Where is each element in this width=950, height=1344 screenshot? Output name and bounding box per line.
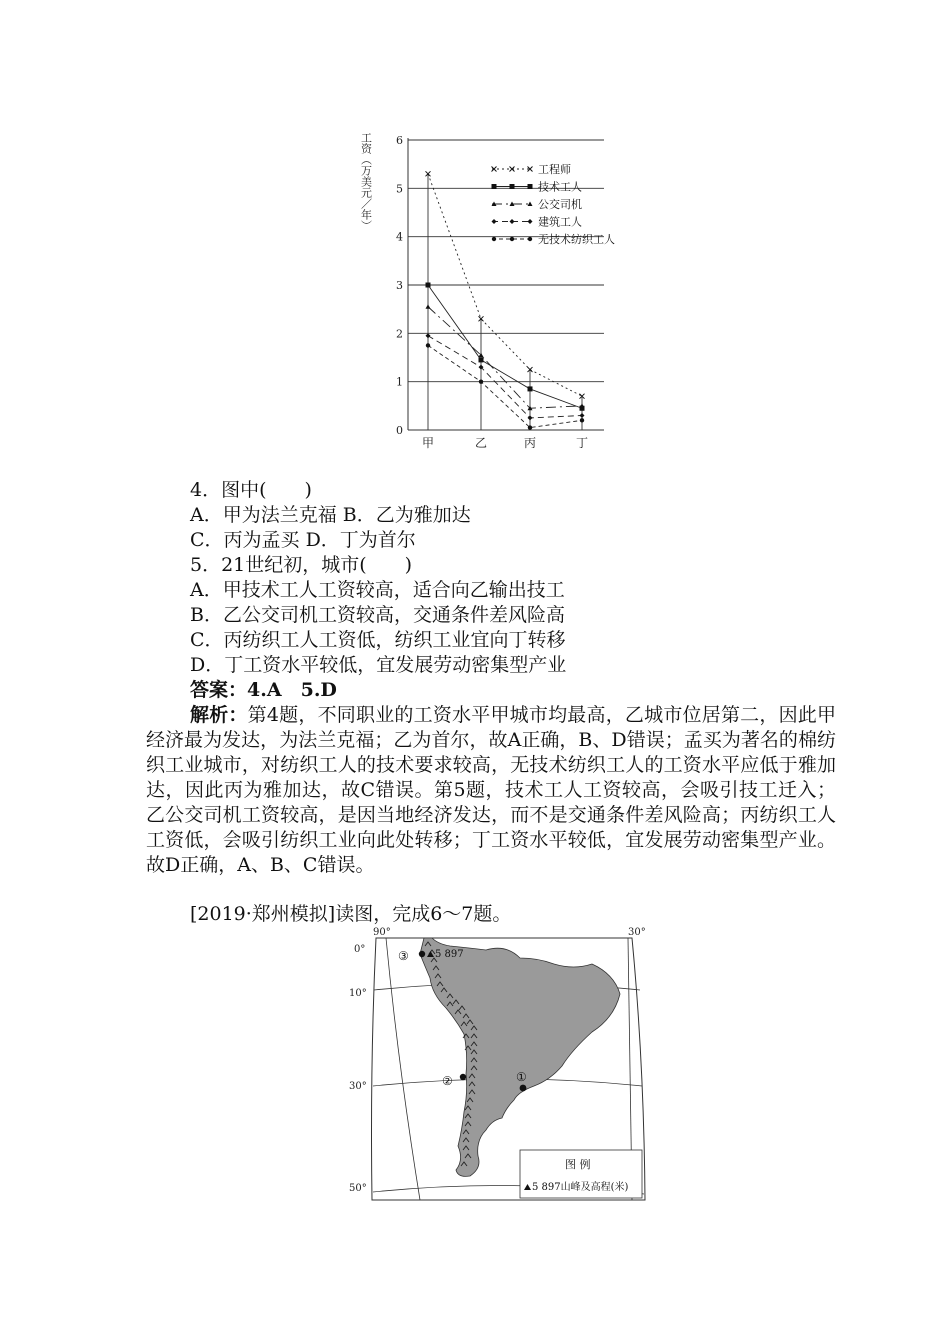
wage-line-chart bbox=[360, 122, 650, 452]
point-1-2 bbox=[528, 386, 533, 391]
legend-label-3: 建筑工人 bbox=[538, 215, 582, 229]
lat-label-10: 10° bbox=[349, 988, 367, 999]
y-tick-0: 0 bbox=[396, 424, 403, 437]
series-2 bbox=[426, 304, 585, 410]
map-legend-item: 5 897山峰及高程(米) bbox=[532, 1182, 629, 1193]
legend-marker-mid-4 bbox=[510, 237, 514, 241]
south-america-map bbox=[340, 924, 660, 1206]
legend-label-4: 无技术纺织工人 bbox=[538, 233, 615, 246]
y-tick-1: 1 bbox=[396, 375, 403, 389]
q5-option-b: B．乙公交司机工资较高，交通条件差风险高 bbox=[190, 604, 565, 626]
series-line-4 bbox=[428, 345, 582, 427]
series-line-3 bbox=[428, 336, 582, 418]
legend-marker-start-3 bbox=[492, 219, 497, 224]
intro-questions-6-7: [2019·郑州模拟]读图，完成6～7题。 bbox=[190, 903, 512, 925]
legend-marker-end-3 bbox=[528, 219, 533, 224]
legend-marker-start-4 bbox=[492, 237, 496, 241]
series-line-1 bbox=[428, 285, 582, 408]
lat-label-50: 50° bbox=[349, 1183, 367, 1194]
lat-label-0: 0° bbox=[354, 944, 366, 955]
q4-stem: 4．图中( ) bbox=[190, 479, 312, 501]
x-tick-2: 丙 bbox=[524, 436, 537, 450]
answer-line bbox=[190, 678, 337, 702]
peak-elevation: 5 897 bbox=[435, 949, 464, 960]
q5-option-c: C．丙纺织工人工资低，纺织工业宜向丁转移 bbox=[190, 629, 566, 651]
lon-label-90: 90° bbox=[373, 927, 391, 938]
point-2-0 bbox=[426, 304, 431, 309]
marker-3-dot bbox=[419, 951, 425, 957]
point-4-1 bbox=[479, 379, 483, 383]
point-1-0 bbox=[426, 283, 431, 288]
analysis-label: 解析： bbox=[190, 704, 248, 726]
marker-1-dot bbox=[520, 1085, 527, 1092]
x-tick-1: 乙 bbox=[475, 436, 488, 450]
y-tick-4: 4 bbox=[396, 230, 403, 244]
point-3-0 bbox=[426, 333, 431, 338]
series-line-2 bbox=[428, 307, 582, 409]
q5-option-a: A．甲技术工人工资较高，适合向乙输出技工 bbox=[190, 579, 565, 601]
x-tick-3: 丁 bbox=[576, 436, 589, 450]
point-1-1 bbox=[479, 357, 484, 362]
point-3-2 bbox=[528, 415, 533, 420]
marker-1-label: ① bbox=[516, 1070, 527, 1084]
legend-label-1: 技术工人 bbox=[538, 180, 582, 194]
legend-marker-end-1 bbox=[528, 184, 533, 189]
series-3 bbox=[426, 333, 585, 420]
analysis-paragraph bbox=[146, 703, 836, 878]
q4-options-ab: A．甲为法兰克福 B．乙为雅加达 bbox=[190, 504, 471, 526]
legend-marker-end-2 bbox=[528, 202, 533, 207]
y-tick-6: 6 bbox=[396, 134, 403, 147]
lat-label-30: 30° bbox=[349, 1081, 367, 1092]
legend-marker-end-4 bbox=[528, 237, 532, 241]
x-tick-labels bbox=[422, 436, 588, 450]
lon-label-30: 30° bbox=[628, 927, 646, 938]
y-tick-labels bbox=[396, 134, 403, 437]
legend-label-2: 公交司机 bbox=[538, 198, 582, 211]
point-3-3 bbox=[580, 413, 585, 418]
q5-stem: 5．21世纪初，城市( ) bbox=[190, 554, 413, 576]
legend-label-0: 工程师 bbox=[538, 163, 571, 176]
point-4-2 bbox=[528, 425, 532, 429]
legend-marker-start-1 bbox=[492, 184, 497, 189]
analysis-text: 第4题，不同职业的工资水平甲城市均最高，乙城市位居第二，因此甲经济最为发达，为法兰克福；乙为首尔，故A正确，B、D错误；孟买为著名的棉纺织工业城市，对纺织工人的技术要求较高，无技术纺织工人的工资水平应低于雅加达，因此丙为雅加达，故C错误。第5题，技术工人工资较高，会吸引技工迁入；乙公交司机工资较高，是因当地经济发达，而不是交通条件差风险高；丙纺织工人工资低，会吸引纺织工业向此处转移；丁工资水平较低，宜发展劳动密集型产业。故D正确，A、B、C错误。 bbox=[146, 704, 836, 876]
q5-option-d: D．丁工资水平较低，宜发展劳动密集型产业 bbox=[190, 654, 567, 676]
q4-options-cd: C．丙为孟买 D．丁为首尔 bbox=[190, 529, 416, 551]
x-tick-0: 甲 bbox=[422, 436, 435, 450]
answer-value: 4.A 5.D bbox=[247, 679, 337, 701]
marker-3-label: ③ bbox=[398, 949, 409, 963]
point-4-3 bbox=[580, 418, 584, 422]
y-axis-label: 工资（万美元／年） bbox=[360, 132, 373, 231]
answer-label: 答案： bbox=[190, 679, 248, 701]
point-4-0 bbox=[426, 343, 430, 347]
y-tick-2: 2 bbox=[396, 327, 403, 341]
legend-marker-mid-1 bbox=[510, 184, 515, 189]
y-tick-3: 3 bbox=[396, 279, 403, 292]
y-tick-5: 5 bbox=[396, 182, 403, 196]
chart-legend bbox=[492, 162, 616, 246]
map-legend-title: 图 例 bbox=[565, 1158, 591, 1171]
marker-2-label: ② bbox=[442, 1074, 453, 1088]
marker-2-dot bbox=[460, 1074, 466, 1080]
legend-marker-mid-3 bbox=[510, 219, 515, 224]
